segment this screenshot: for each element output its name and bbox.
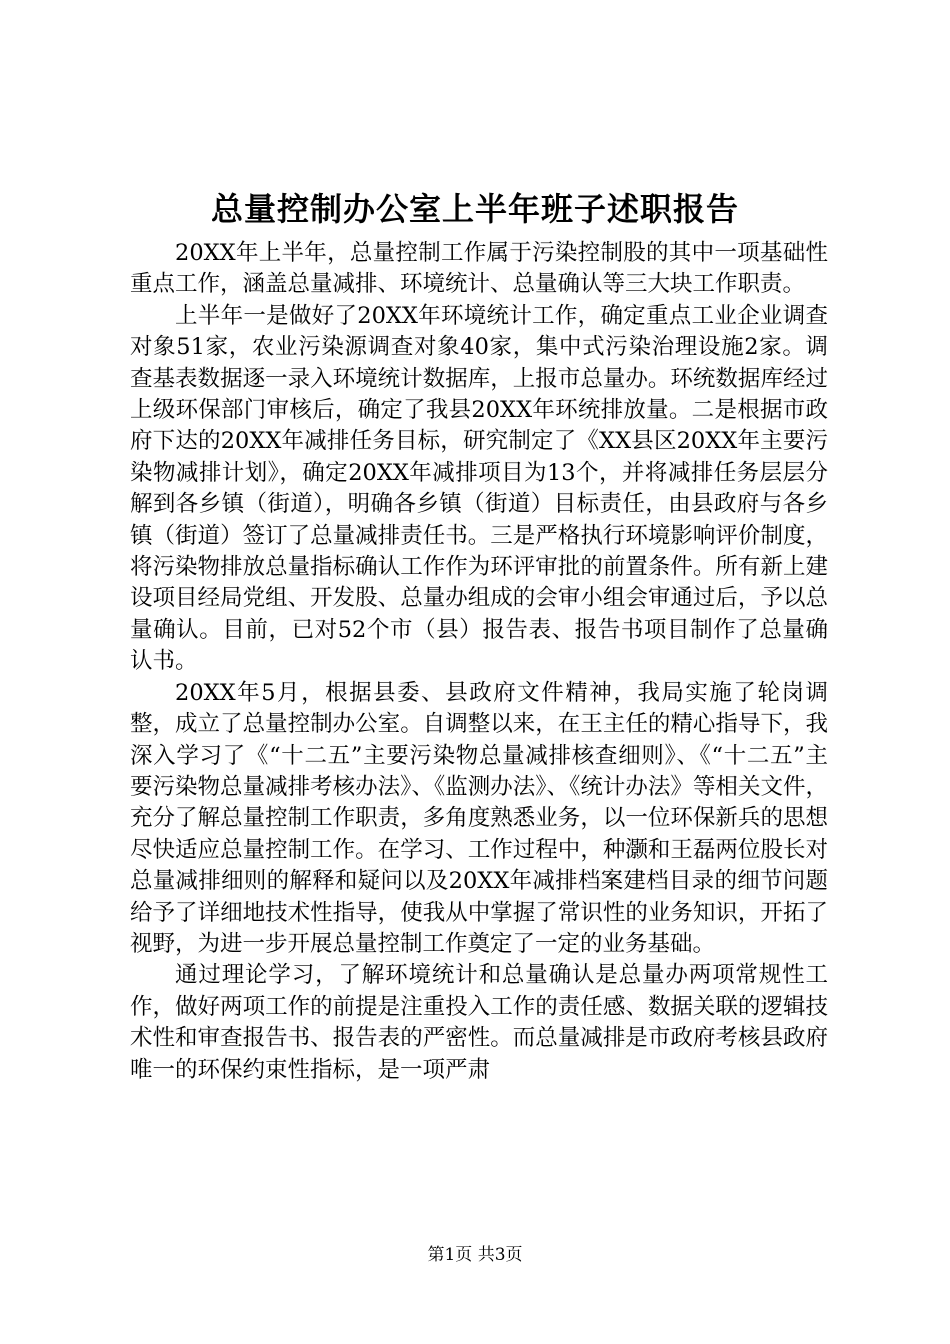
document-title: 总量控制办公室上半年班子述职报告 xyxy=(210,190,739,228)
page-footer xyxy=(0,1243,950,1267)
paragraph-3: 20XX年5月，根据县委、县政府文件精神，我局实施了轮岗调整，成立了总量控制办公室。自调整以来，在王主任的精心指导下，我深入学习了《“十二五”主要污染物总量减排核查细则》、《“十二五”主要污染物总量减排考核办法》、《监测办法》、《统计办法》等相关文件，充分了解总量控制工作职责，多角度熟悉业务，以一位环保新兵的思想尽快适应总量控制工作。在学习、工作过程中，种灏和王磊两位股长对总量减排细则的解释和疑问以及20XX年减排档案建档目录的细节问题给予了详细地技术性指导，使我从中掌握了常识性的业务知识，开拓了视野，为进一步开展总量控制工作奠定了一定的业务基础。 xyxy=(130,679,828,957)
document-body xyxy=(130,238,828,1086)
page-number-label: 第1页 共3页 xyxy=(427,1245,523,1265)
paragraph-2: 上半年一是做好了20XX年环境统计工作，确定重点工业企业调查对象51家，农业污染源调查对象40家，集中式污染治理设施2家。调查基表数据逐一录入环境统计数据库，上报市总量办。环统数据库经过上级环保部门审核后，确定了我县20XX年环统排放量。二是根据市政府下达的20XX年减排任务目标，研究制定了《XX县区20XX年主要污染物减排计划》，确定20XX年减排项目为13个，并将减排任务层层分解到各乡镇（街道），明确各乡镇（街道）目标责任，由县政府与各乡镇（街道）签订了总量减排责任书。三是严格执行环境影响评价制度，将污染物排放总量指标确认工作作为环评审批的前置条件。所有新上建设项目经局党组、开发股、总量办组成的会审小组会审通过后，予以总量确认。目前，已对52个市（县）报告表、报告书项目制作了总量确认书。 xyxy=(130,302,828,675)
paragraph-1: 20XX年上半年，总量控制工作属于污染控制股的其中一项基础性重点工作，涵盖总量减排、环境统计、总量确认等三大块工作职责。 xyxy=(130,240,828,298)
paragraph-4: 通过理论学习，了解环境统计和总量确认是总量办两项常规性工作，做好两项工作的前提是注重投入工作的责任感、数据关联的逻辑技术性和审查报告书、报告表的严密性。而总量减排是市政府考核县政府唯一的环保约束性指标，是一项严肃 xyxy=(130,962,828,1083)
